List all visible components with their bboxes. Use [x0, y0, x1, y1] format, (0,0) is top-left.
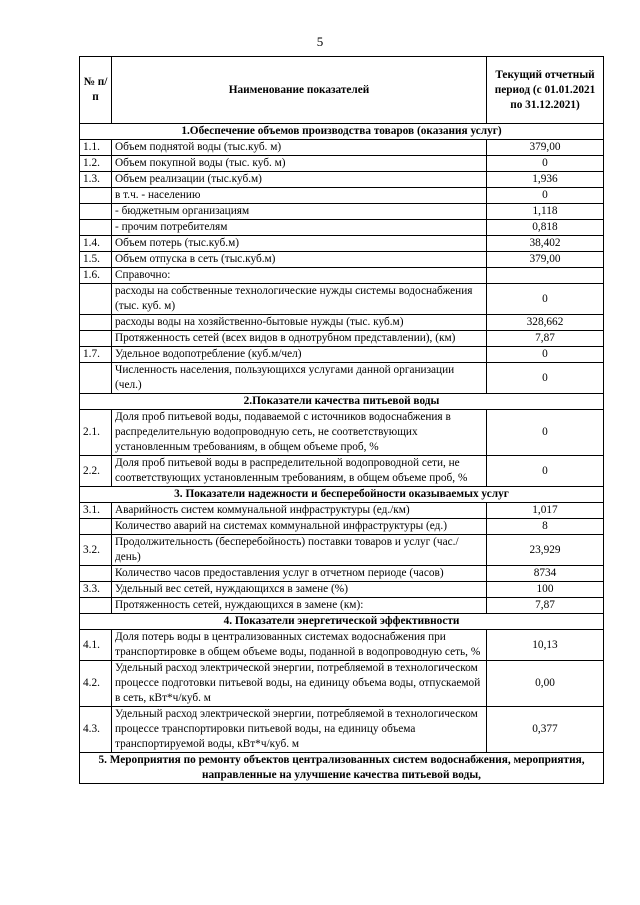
table-row: [80, 172, 604, 188]
row-indicator-name: Доля проб питьевой воды, подаваемой с источников водоснабжения в распределительную водопроводную сеть, не соответствующих установленным требованиям, в общем объеме проб, %: [112, 410, 487, 456]
row-indicator-name: Объем потерь (тыс.куб.м): [112, 236, 487, 252]
row-value: 0: [487, 188, 604, 204]
row-value: 0: [487, 156, 604, 172]
section-title: 2.Показатели качества питьевой воды: [80, 394, 604, 410]
table-row: [80, 519, 604, 535]
table-row: [80, 582, 604, 598]
row-value: 0,377: [487, 707, 604, 753]
row-indicator-name: Доля потерь воды в централизованных системах водоснабжения при транспортировке в общем объеме воды, поданной в водопроводную сеть, %: [112, 630, 487, 661]
table-row: [80, 188, 604, 204]
table-row: [80, 535, 604, 566]
row-indicator-name: Протяженность сетей, нуждающихся в замене (км):: [112, 598, 487, 614]
table-row: [80, 236, 604, 252]
row-number: [80, 315, 112, 331]
indicators-table-body: [80, 57, 604, 784]
page-number: 5: [316, 34, 324, 49]
row-indicator-name: в т.ч. - населению: [112, 188, 487, 204]
table-row: [80, 204, 604, 220]
row-value: 10,13: [487, 630, 604, 661]
table-row: [80, 140, 604, 156]
row-value: 0: [487, 347, 604, 363]
row-indicator-name: Удельное водопотребление (куб.м/чел): [112, 347, 487, 363]
row-indicator-name: Продолжительность (бесперебойность) поставки товаров и услуг (час./день): [112, 535, 487, 566]
row-indicator-name: Количество часов предоставления услуг в отчетном периоде (часов): [112, 566, 487, 582]
table-row: [80, 284, 604, 315]
row-value: 38,402: [487, 236, 604, 252]
row-number: 2.1.: [80, 410, 112, 456]
row-indicator-name: расходы воды на хозяйственно-бытовые нужды (тыс. куб.м): [112, 315, 487, 331]
table-row: [80, 598, 604, 614]
table-row: [80, 252, 604, 268]
row-value: 0: [487, 284, 604, 315]
row-number: [80, 188, 112, 204]
row-value: 0: [487, 410, 604, 456]
row-indicator-name: Протяженность сетей (всех видов в однотрубном представлении), (км): [112, 331, 487, 347]
row-value: 1,017: [487, 503, 604, 519]
row-indicator-name: Удельный расход электрической энергии, потребляемой в технологическом процессе транспортировки питьевой воды, на единицу объема транспортируемой воды, кВт*ч/куб. м: [112, 707, 487, 753]
row-number: 3.3.: [80, 582, 112, 598]
row-indicator-name: Аварийность систем коммунальной инфраструктуры (ед./км): [112, 503, 487, 519]
table-row: [80, 331, 604, 347]
row-number: 1.5.: [80, 252, 112, 268]
header-col-number: № п/п: [80, 57, 112, 124]
row-indicator-name: - прочим потребителям: [112, 220, 487, 236]
section-header-row: [80, 394, 604, 410]
row-indicator-name: Объем покупной воды (тыс. куб. м): [112, 156, 487, 172]
row-value: 8734: [487, 566, 604, 582]
row-number: 4.3.: [80, 707, 112, 753]
row-value: 379,00: [487, 252, 604, 268]
row-indicator-name: Доля проб питьевой воды в распределительной водопроводной сети, не соответствующих установленным требованиям, в общем объеме проб, %: [112, 456, 487, 487]
row-indicator-name: Удельный расход электрической энергии, потребляемой в технологическом процессе подготовки питьевой воды, на единицу объема воды, отпускаемой в сеть, кВт*ч/куб. м: [112, 661, 487, 707]
table-row: [80, 566, 604, 582]
row-value: 328,662: [487, 315, 604, 331]
table-row: [80, 220, 604, 236]
row-value: 0: [487, 363, 604, 394]
section-title: 1.Обеспечение объемов производства товаров (оказания услуг): [80, 124, 604, 140]
row-number: 3.1.: [80, 503, 112, 519]
table-row: [80, 456, 604, 487]
row-number: 3.2.: [80, 535, 112, 566]
row-number: 4.2.: [80, 661, 112, 707]
row-indicator-name: Объем отпуска в сеть (тыс.куб.м): [112, 252, 487, 268]
table-row: [80, 661, 604, 707]
row-value: 1,118: [487, 204, 604, 220]
table-row: [80, 707, 604, 753]
section-header-row: [80, 753, 604, 784]
table-row: [80, 410, 604, 456]
row-number: [80, 566, 112, 582]
row-value: [487, 268, 604, 284]
row-indicator-name: Количество аварий на системах коммунальной инфраструктуры (ед.): [112, 519, 487, 535]
header-col-value: Текущий отчетный период (с 01.01.2021 по 31.12.2021): [487, 57, 604, 124]
row-number: [80, 519, 112, 535]
header-col-name: Наименование показателей: [112, 57, 487, 124]
row-number: 1.3.: [80, 172, 112, 188]
indicators-table: [79, 56, 604, 784]
row-indicator-name: Объем поднятой воды (тыс.куб. м): [112, 140, 487, 156]
row-number: [80, 204, 112, 220]
row-indicator-name: расходы на собственные технологические нужды системы водоснабжения (тыс. куб. м): [112, 284, 487, 315]
row-number: 1.1.: [80, 140, 112, 156]
section-title: 4. Показатели энергетической эффективности: [80, 614, 604, 630]
row-value: 23,929: [487, 535, 604, 566]
row-value: 0: [487, 456, 604, 487]
section-title: 3. Показатели надежности и бесперебойности оказываемых услуг: [80, 487, 604, 503]
row-number: [80, 331, 112, 347]
table-row: [80, 347, 604, 363]
row-value: 379,00: [487, 140, 604, 156]
row-number: 1.6.: [80, 268, 112, 284]
row-indicator-name: - бюджетным организациям: [112, 204, 487, 220]
table-row: [80, 503, 604, 519]
row-number: 1.2.: [80, 156, 112, 172]
table-row: [80, 156, 604, 172]
row-number: 1.4.: [80, 236, 112, 252]
row-number: [80, 284, 112, 315]
section-header-row: [80, 487, 604, 503]
row-indicator-name: Удельный вес сетей, нуждающихся в замене (%): [112, 582, 487, 598]
section-header-row: [80, 614, 604, 630]
row-value: 0,818: [487, 220, 604, 236]
row-value: 1,936: [487, 172, 604, 188]
row-number: 2.2.: [80, 456, 112, 487]
table-header-row: [80, 57, 604, 124]
row-number: 4.1.: [80, 630, 112, 661]
row-indicator-name: Справочно:: [112, 268, 487, 284]
row-value: 100: [487, 582, 604, 598]
row-value: 0,00: [487, 661, 604, 707]
table-row: [80, 363, 604, 394]
row-value: 7,87: [487, 598, 604, 614]
table-row: [80, 315, 604, 331]
section-title: 5. Мероприятия по ремонту объектов централизованных систем водоснабжения, мероприятия, направленные на улучшение качества питьевой воды,: [80, 753, 604, 784]
row-value: 7,87: [487, 331, 604, 347]
row-number: [80, 598, 112, 614]
section-header-row: [80, 124, 604, 140]
table-row: [80, 630, 604, 661]
table-row: [80, 268, 604, 284]
row-indicator-name: Численность населения, пользующихся услугами данной организации (чел.): [112, 363, 487, 394]
row-number: [80, 220, 112, 236]
row-number: [80, 363, 112, 394]
row-value: 8: [487, 519, 604, 535]
row-number: 1.7.: [80, 347, 112, 363]
row-indicator-name: Объем реализации (тыс.куб.м): [112, 172, 487, 188]
